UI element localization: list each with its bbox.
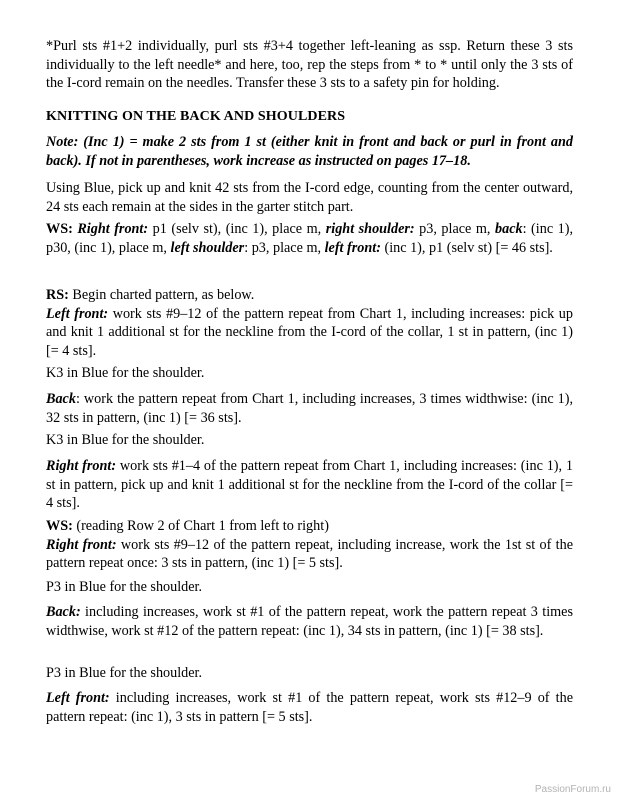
watermark: PassionForum.ru [534,784,611,795]
right-shoulder-text: p3, place m, [414,221,491,237]
p3-shoulder-paragraph-1: P3 in Blue for the shoulder. [46,579,203,595]
rs-text: Begin charted pattern, as below. [68,287,255,303]
ws-label: WS: [46,221,73,237]
back-ws-text: including increases, work st #1 of the pattern repeat, work the pattern repeat 3 times widthwise, work st #12 of the pattern repeat: (inc 1), 34 sts in pattern, (inc 1) [= 38 sts]. [46,604,573,639]
ws-row-2-block [46,517,573,573]
right-front-rs-paragraph [46,457,573,513]
right-front-label: Right front: [77,221,149,237]
left-shoulder-text: : p3, place m, [244,239,322,256]
back-label: back [495,221,523,237]
ws2-label: WS: [46,518,73,534]
rs-row-paragraph [46,286,573,305]
k3-shoulder-paragraph-2: K3 in Blue for the shoulder. [46,432,205,448]
right-front-text: p1 (selv st), (inc 1), place m, [148,221,322,237]
note-paragraph: Note: (Inc 1) = make 2 sts from 1 st (either knit in front and back or purl in front and back). If not in parentheses, work increase as instructed on pages 17–18. [46,134,573,169]
left-front-text: (inc 1), p1 (selv st) [= 46 sts]. [380,239,553,256]
back-text: : (inc 1), p30, (inc 1), place m, [46,221,574,256]
back-ws-paragraph [46,603,573,640]
ws2-text: (reading Row 2 of Chart 1 from left to right) [72,518,329,534]
left-front-ws-text: including increases, work st #1 of the pattern repeat, work sts #12–9 of the pattern repeat: (inc 1), 3 sts in pattern [= 5 sts]. [46,690,574,725]
rs-left-front-paragraph [46,305,573,361]
left-front-ws-paragraph [46,689,573,726]
ws2-right-front-paragraph [46,536,573,573]
right-front-rs-label: Right front: [46,458,117,474]
back-rs-text: : work the pattern repeat from Chart 1, including increases, 3 times widthwise: (inc 1), 32 sts in pattern, (inc 1) [= 36 sts]. [46,391,573,426]
back-rs-paragraph [46,390,573,427]
rs-row-block [46,286,573,360]
rs-left-front-label: Left front: [46,305,109,322]
ws2-right-front-text: work sts #9–12 of the pattern repeat, including increase, work the 1st st of the pattern repeat once: 3 sts in pattern, (inc 1) [= 5 sts]. [46,536,573,572]
left-front-ws-label: Left front: [46,690,110,706]
left-shoulder-label: left shoulder [170,239,245,256]
right-front-rs-text: work sts #1–4 of the pattern repeat from Chart 1, including increases: (inc 1), 1 st in pattern, pick up and knit 1 additional st for the neckline from the I-cord of the collar [= 4 sts]. [46,458,573,512]
intro-paragraph: *Purl sts #1+2 individually, purl sts #3+4 together left-leaning as ssp. Return these 3 sts individually to the left needle* and here, too, rep the steps from * to * until only the 3 sts of the I-cord remain on the needles. Transfer these 3 sts to a safety pin for holding. [46,38,573,92]
left-front-label: left front: [324,239,381,256]
ws2-right-front-label: Right front: [46,536,117,553]
rs-label: RS: [46,287,69,303]
section-heading: KNITTING ON THE BACK AND SHOULDERS [46,109,346,124]
right-shoulder-label: right shoulder: [325,221,415,237]
back-rs-label: Back [46,391,76,407]
rs-left-front-text: work sts #9–12 of the pattern repeat from Chart 1, including increases: pick up and knit 1 additional st for the neckline from the I-cord of the collar, 1 st in pattern, (inc 1) [= 4 sts]. [46,305,573,359]
back-ws-label: Back: [46,604,81,620]
ws-row-1-paragraph [46,220,573,257]
pickup-paragraph: Using Blue, pick up and knit 42 sts from the I-cord edge, counting from the center outward, 24 sts each remain at the sides in the garter stitch part. [46,180,573,215]
k3-shoulder-paragraph-1: K3 in Blue for the shoulder. [46,365,205,381]
p3-shoulder-paragraph-2: P3 in Blue for the shoulder. [46,665,203,681]
ws-row-2-paragraph [46,517,573,536]
